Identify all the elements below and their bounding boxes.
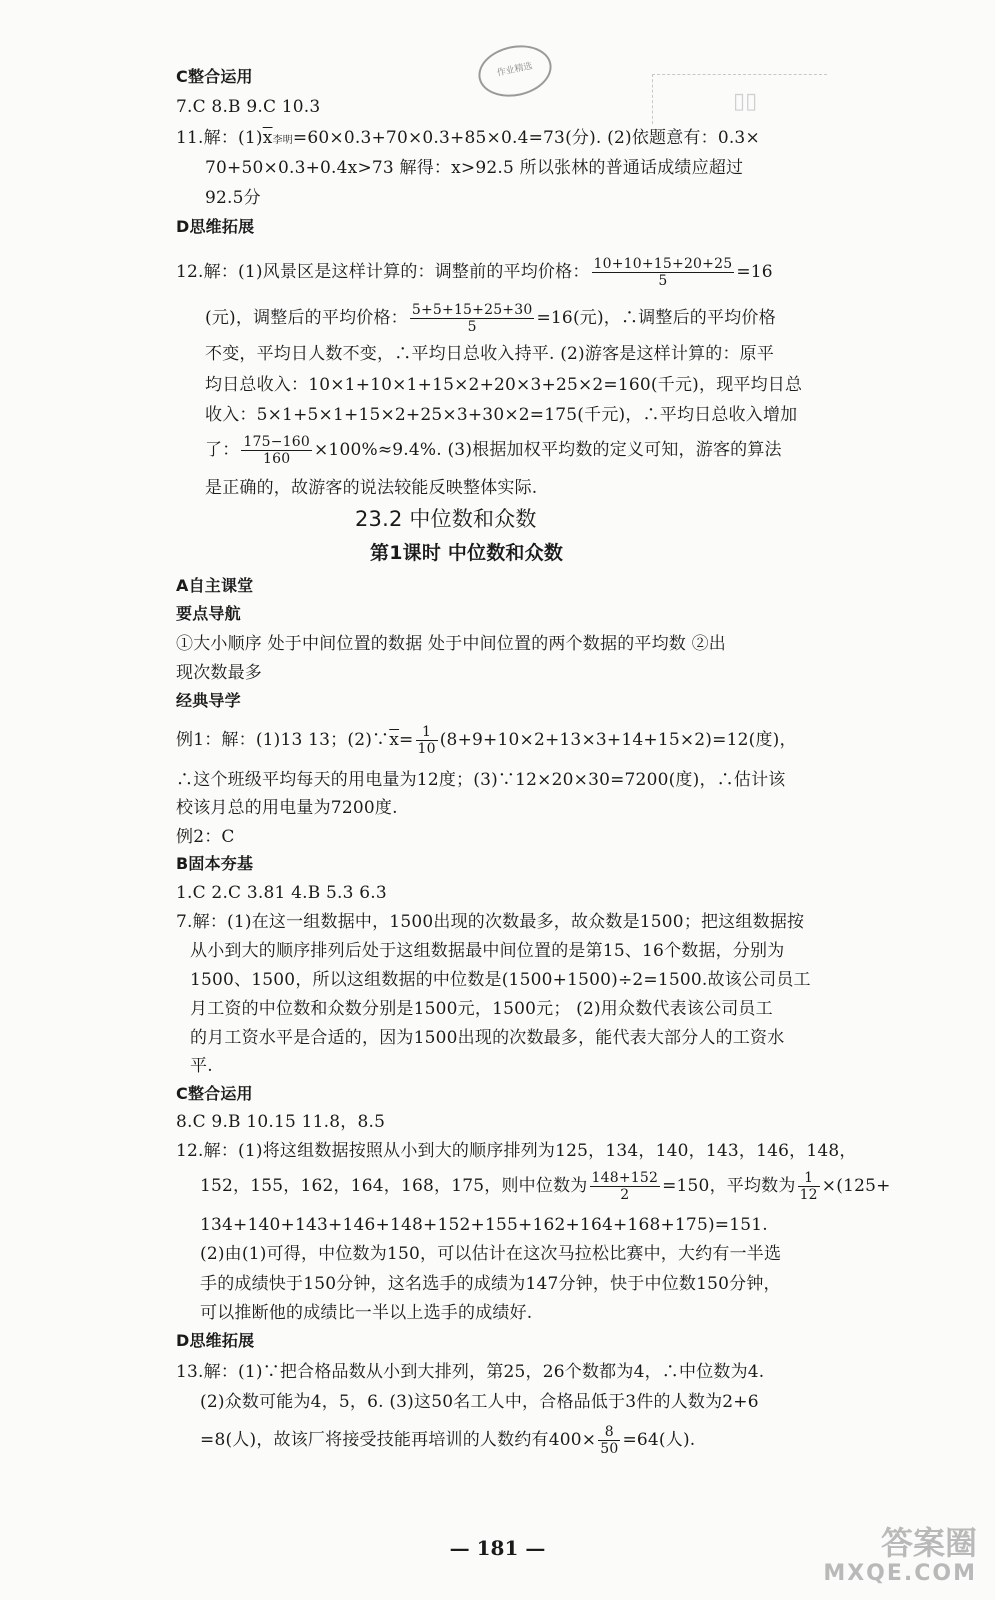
answer-line: 可以推断他的成绩比一半以上选手的成绩好. bbox=[200, 1303, 533, 1323]
fraction: $\frac{1}{12}$ bbox=[799, 1170, 818, 1203]
section-d-heading: D思维拓展 bbox=[176, 1331, 255, 1350]
fraction: $\frac{1}{10}$ bbox=[417, 724, 436, 757]
answer-line: 校该月总的用电量为7200度. bbox=[176, 798, 398, 818]
answer-line: ①大小顺序 处于中间位置的数据 处于中间位置的两个数据的平均数 ②出 bbox=[176, 634, 727, 654]
page-number: — 181 — bbox=[449, 1536, 546, 1560]
fraction: $\frac{8}{50}$ bbox=[600, 1424, 619, 1457]
section-b-heading: B固本夯基 bbox=[176, 854, 254, 873]
fraction: $\frac{148+152}{2}$ bbox=[591, 1170, 659, 1203]
answer-line: 70+50×0.3+0.4x>73 解得：x>92.5 所以张林的普通话成绩应超过 bbox=[205, 158, 744, 178]
answer-line: ∴这个班级平均每天的用电量为12度；(3)∵12×20×30=7200(度)，∴估计该 bbox=[176, 770, 786, 790]
watermark-logo: 答案圈 MXQE.COM bbox=[823, 1524, 977, 1586]
answer-line: 手的成绩快于150分钟，这名选手的成绩为147分钟，快于中位数150分钟， bbox=[200, 1274, 781, 1294]
subheading: 经典导学 bbox=[176, 691, 241, 710]
answer-line: (元)，调整后的平均价格： $\frac{5+5+15+25+30}{5}$ =16(元)，∴调整后的平均价格 bbox=[205, 302, 776, 335]
answer-line: 的月工资水平是合适的，因为1500出现的次数最多，能代表大部分人的工资水 bbox=[190, 1028, 785, 1048]
answer-line: 月工资的中位数和众数分别是1500元，1500元； (2)用众数代表该公司员工 bbox=[190, 999, 773, 1019]
answer-line: (2)众数可能为4，5，6. (3)这50名工人中，合格品低于3件的人数为2+6 bbox=[200, 1392, 759, 1412]
answer-line: 13.解：(1)∵把合格品数从小到大排列，第25，26个数都为4，∴中位数为4. bbox=[176, 1362, 765, 1382]
answer-line: =8(人)，故该厂将接受技能再培训的人数约有400× $\frac{8}{50}$ =64(人). bbox=[200, 1424, 696, 1457]
answer-line: 12.解：(1)将这组数据按照从小到大的顺序排列为125，134，140，143，146，148， bbox=[176, 1141, 857, 1161]
section-c-heading: C整合运用 bbox=[176, 1084, 253, 1103]
answer-line: 了： $\frac{175-160}{160}$ ×100%≈9.4%. (3)根据加权平均数的定义可知，游客的算法 bbox=[205, 434, 782, 467]
answer-line: 收入：5×1+5×1+15×2+25×3+30×2=175(千元)，∴平均日总收入增加 bbox=[205, 405, 798, 425]
answer-line: 7.解：(1)在这一组数据中，1500出现的次数最多，故众数是1500；把这组数据按 bbox=[176, 912, 805, 932]
answer-line: 134+140+143+146+148+152+155+162+164+168+175)=151. bbox=[200, 1215, 768, 1235]
answer-line: 7.C 8.B 9.C 10.3 bbox=[176, 97, 321, 117]
answer-line: 11.解：$(1)\overline{x}$李明=60×0.3+70×0.3+85×0.4=73(分). (2)依题意有：0.3× bbox=[176, 128, 760, 148]
answer-line: 例1：解：(1)13 13；$(2)\because\overline{x}=$ $\frac{1}{10}$ (8+9+10×2+13×3+14+15×2)=12(度)， bbox=[176, 724, 797, 757]
answer-line: 例2：C bbox=[176, 827, 235, 847]
answer-line: 从小到大的顺序排列后处于这组数据最中间位置的是第15、16个数据，分别为 bbox=[190, 941, 785, 961]
answer-line: 152，155，162，164，168，175，则中位数为 $\frac{148+152}{2}$ =150，平均数为 $\frac{1}{12}$ ×(125+ bbox=[200, 1170, 891, 1203]
section-title: 23.2 中位数和众数 bbox=[355, 507, 537, 531]
fraction: $\frac{10+10+15+20+25}{5}$ bbox=[593, 256, 733, 289]
section-a-heading: A自主课堂 bbox=[176, 576, 254, 595]
fraction: $\frac{5+5+15+25+30}{5}$ bbox=[411, 302, 533, 335]
answer-line: 现次数最多 bbox=[176, 663, 262, 683]
answer-line: 1500、1500，所以这组数据的中位数是(1500+1500)÷2=1500.故该公司员工 bbox=[190, 970, 811, 990]
answer-line: 1.C 2.C 3.81 4.B 5.3 6.3 bbox=[176, 883, 387, 903]
fraction: $\frac{175-160}{160}$ bbox=[243, 434, 310, 467]
subheading: 要点导航 bbox=[176, 604, 241, 623]
answer-line: 是正确的，故游客的说法较能反映整体实际. bbox=[205, 478, 538, 498]
section-d-heading: D思维拓展 bbox=[176, 217, 255, 236]
answer-line: 92.5分 bbox=[205, 188, 261, 208]
answer-line: 8.C 9.B 10.15 11.8，8.5 bbox=[176, 1112, 386, 1132]
stamp-seal: 作业精选 bbox=[474, 39, 557, 103]
answer-line: 12.解：(1)风景区是这样计算的：调整前的平均价格： $\frac{10+10+15+20+25}{5}$ =16 bbox=[176, 256, 773, 289]
answer-line: 不变，平均日人数不变，∴平均日总收入持平. (2)游客是这样计算的：原平 bbox=[205, 344, 775, 364]
faint-corner-mark: ▯▯ bbox=[652, 74, 827, 124]
answer-line: (2)由(1)可得，中位数为150，可以估计在这次马拉松比赛中，大约有一半选 bbox=[200, 1244, 782, 1264]
answer-line: 平. bbox=[190, 1056, 213, 1076]
answer-line: 均日总收入：10×1+10×1+15×2+20×3+25×2=160(千元)，现平均日总 bbox=[205, 375, 803, 395]
section-c-heading: C整合运用 bbox=[176, 67, 253, 86]
lesson-title: 第1课时 中位数和众数 bbox=[370, 542, 564, 564]
